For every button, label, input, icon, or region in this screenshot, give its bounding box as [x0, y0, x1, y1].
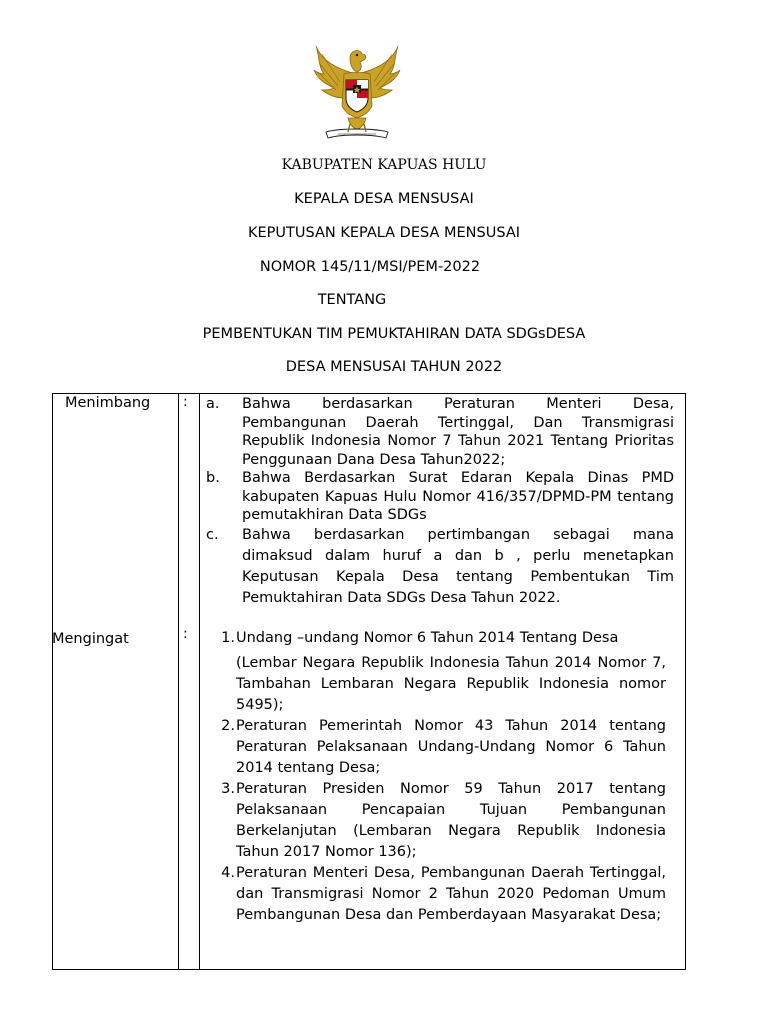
- list-item: [213, 628, 666, 649]
- menimbang-list: [206, 395, 674, 609]
- decree-title: KEPUTUSAN KEPALA DESA MENSUSAI: [247, 225, 521, 241]
- list-item-continuation: [213, 653, 666, 716]
- mengingat-label: Mengingat: [52, 631, 129, 647]
- list-text: Peraturan Menteri Desa, Pembangunan Daerah Tertinggal, dan Transmigrasi Nomor 2 Tahun 2020 Pedoman Umum Pembangunan Desa dan Pemberdayaan Masyarakat Desa;: [236, 865, 666, 923]
- decree-subject: PEMBENTUKAN TIM PEMUKTAHIRAN DATA SDGsDESA: [202, 326, 586, 342]
- about-label: TENTANG: [317, 292, 387, 308]
- village-head-title: KEPALA DESA MENSUSAI: [294, 191, 474, 207]
- decree-subject-year: DESA MENSUSAI TAHUN 2022: [285, 359, 503, 375]
- list-text: Peraturan Presiden Nomor 59 Tahun 2017 tentang Pelaksanaan Pencapaian Tujuan Pembangunan Berkelanjutan (Lembaran Negara Republik Indonesia Tahun 2017 Nomor 136);: [236, 781, 666, 860]
- mengingat-list: [213, 628, 666, 926]
- list-marker: 4.: [221, 865, 235, 881]
- considerations-table: [52, 393, 686, 970]
- list-text: Bahwa berdasarkan pertimbangan sebagai mana dimaksud dalam huruf a dan b , perlu menetapkan Keputusan Kepala Desa tentang Pembentukan Tim Pemuktahiran Data SDGs Desa Tahun 2022.: [242, 526, 674, 606]
- list-text: (Lembar Negara Republik Indonesia Tahun 2014 Nomor 7, Tambahan Lembaran Negara Republik Indonesia nomor 5495);: [236, 655, 666, 713]
- table-divider-colon: [199, 394, 200, 969]
- garuda-emblem: [310, 44, 404, 146]
- table-divider-label: [178, 394, 179, 969]
- regency-name: KABUPATEN KAPUAS HULU: [281, 157, 487, 173]
- list-marker: 3.: [221, 781, 235, 797]
- list-text: Bahwa Berdasarkan Surat Edaran Kepala Dinas PMD kabupaten Kapuas Hulu Nomor 416/357/DPMD-PM tentang pemutakhiran Data SDGs: [242, 470, 674, 523]
- list-item: [213, 779, 666, 863]
- list-item: [206, 525, 674, 609]
- list-item: [213, 716, 666, 779]
- list-item: [206, 469, 674, 525]
- menimbang-label: Menimbang: [65, 395, 151, 411]
- decree-number: NOMOR 145/11/MSI/PEM-2022: [259, 259, 481, 275]
- list-marker: 1.: [221, 630, 235, 646]
- list-marker: c.: [206, 526, 219, 543]
- list-item: [206, 395, 674, 469]
- list-marker: b.: [206, 470, 220, 486]
- list-title: Undang –undang Nomor 6 Tahun 2014 Tentang Desa: [236, 630, 619, 646]
- list-item: [213, 863, 666, 926]
- list-marker: 2.: [221, 718, 235, 734]
- mengingat-colon: :: [183, 626, 188, 642]
- list-text: Peraturan Pemerintah Nomor 43 Tahun 2014 tentang Peraturan Pelaksanaan Undang-Undang Nomor 6 Tahun 2014 tentang Desa;: [236, 718, 666, 776]
- list-marker: a.: [206, 396, 220, 412]
- list-text: Bahwa berdasarkan Peraturan Menteri Desa, Pembangunan Daerah Tertinggal, Dan Transmigrasi Republik Indonesia Nomor 7 Tahun 2021 Tentang Prioritas Penggunaan Dana Desa Tahun2022;: [242, 396, 674, 468]
- menimbang-colon: :: [183, 394, 188, 410]
